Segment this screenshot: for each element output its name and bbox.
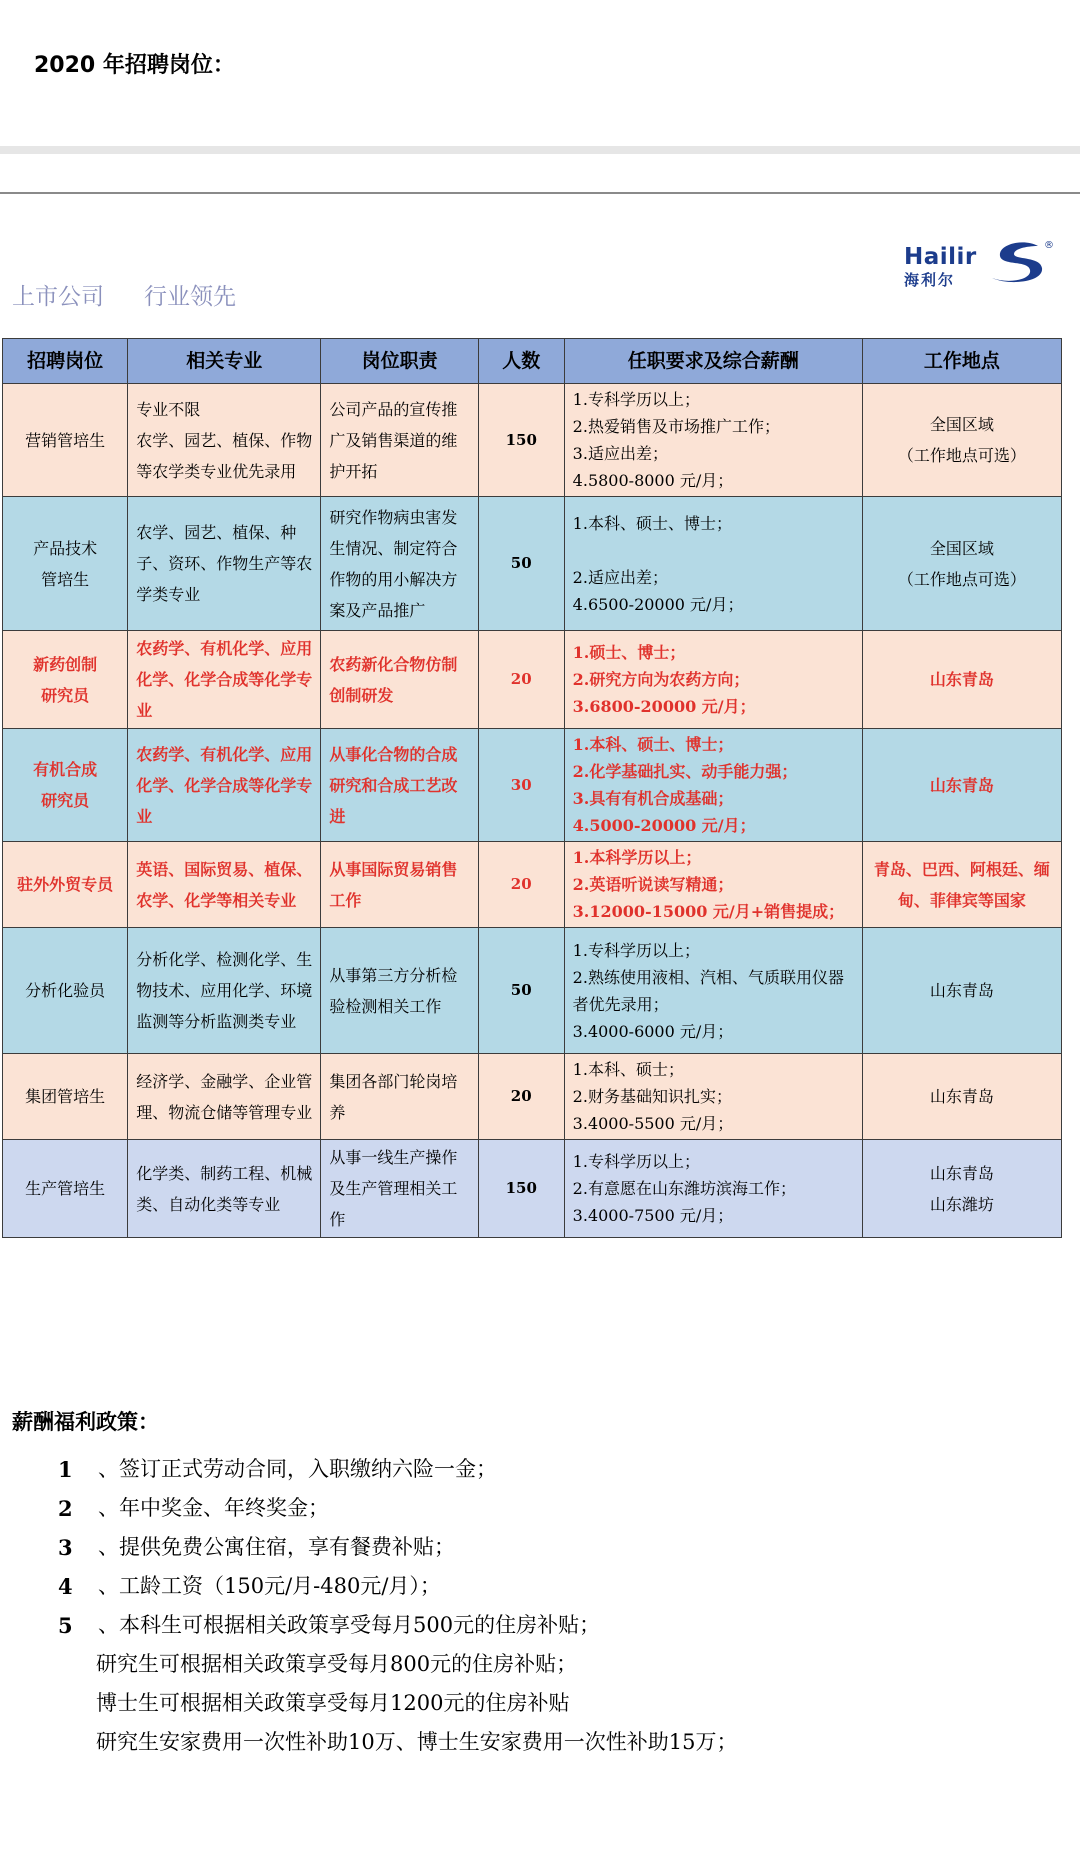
cell-major: 农药学、有机化学、应用化学、化学合成等化学专业 bbox=[128, 631, 321, 729]
logo-brand-zh: 海利尔 bbox=[904, 271, 956, 289]
page-title: 2020 年招聘岗位： bbox=[34, 53, 235, 78]
benefit-number: 4 bbox=[58, 1574, 73, 1599]
cell-requirements bbox=[564, 384, 862, 497]
cell-requirements bbox=[564, 729, 862, 842]
benefit-text: 、工龄工资（150元/月-480元/月）； bbox=[98, 1574, 441, 1598]
requirement-line: 2.英语听说读写精通； bbox=[572, 875, 734, 894]
header-location: 工作地点 bbox=[862, 339, 1061, 384]
benefit-item bbox=[12, 1606, 737, 1645]
requirement-line: 4.5000-20000 元/月； bbox=[572, 816, 756, 835]
cell-count: 150 bbox=[478, 384, 564, 497]
cell-requirements bbox=[564, 928, 862, 1054]
header-count: 人数 bbox=[478, 339, 564, 384]
table-header-row bbox=[3, 339, 1062, 384]
cell-position: 集团管培生 bbox=[3, 1054, 128, 1140]
benefits-section bbox=[12, 1406, 737, 1762]
requirement-line: 1.硕士、博士； bbox=[572, 643, 686, 662]
cell-count: 50 bbox=[478, 928, 564, 1054]
cell-count: 20 bbox=[478, 631, 564, 729]
benefit-text: 、年中奖金、年终奖金； bbox=[98, 1496, 329, 1520]
divider-line bbox=[0, 192, 1080, 194]
cell-location: 山东青岛 bbox=[862, 928, 1061, 1054]
slogan-listed: 上市公司 bbox=[12, 284, 104, 310]
cell-major: 农学、园艺、植保、种子、资环、作物生产等农学类专业 bbox=[128, 497, 321, 631]
cell-duty: 集团各部门轮岗培养 bbox=[321, 1054, 478, 1140]
benefit-item bbox=[12, 1450, 737, 1489]
cell-requirements bbox=[564, 842, 862, 928]
cell-major: 专业不限 农学、园艺、植保、作物等农学类专业优先录用 bbox=[128, 384, 321, 497]
cell-duty: 从事化合物的合成研究和合成工艺改进 bbox=[321, 729, 478, 842]
cell-location: 全国区域 （工作地点可选） bbox=[862, 384, 1061, 497]
requirement-line: 2.熟练使用液相、汽相、气质联用仪器者优先录用； bbox=[572, 967, 844, 1014]
benefit-number: 3 bbox=[58, 1535, 73, 1560]
cell-duty: 从事第三方分析检验检测相关工作 bbox=[321, 928, 478, 1054]
cell-major: 分析化学、检测化学、生物技术、应用化学、环境监测等分析监测类专业 bbox=[128, 928, 321, 1054]
benefit-text: 、签订正式劳动合同，入职缴纳六险一金； bbox=[98, 1457, 497, 1481]
cell-count: 30 bbox=[478, 729, 564, 842]
cell-count: 20 bbox=[478, 1054, 564, 1140]
benefit-text: 、本科生可根据相关政策享受每月500元的住房补贴； bbox=[98, 1613, 601, 1637]
cell-major: 化学类、制药工程、机械类、自动化类等专业 bbox=[128, 1140, 321, 1238]
cell-position: 产品技术 管培生 bbox=[3, 497, 128, 631]
header-duty: 岗位职责 bbox=[321, 339, 478, 384]
requirement-line: 1.本科、硕士、博士； bbox=[572, 513, 732, 533]
divider-band bbox=[0, 146, 1080, 154]
table-row bbox=[3, 1140, 1062, 1238]
cell-requirements bbox=[564, 1140, 862, 1238]
cell-location: 山东青岛 bbox=[862, 1054, 1061, 1140]
benefit-number: 1 bbox=[58, 1457, 73, 1482]
cell-position: 驻外外贸专员 bbox=[3, 842, 128, 928]
benefit-number: 5 bbox=[58, 1613, 73, 1638]
requirement-line: 2.有意愿在山东潍坊滨海工作； bbox=[572, 1179, 796, 1198]
cell-location: 山东青岛 bbox=[862, 729, 1061, 842]
requirement-line: 3.4000-6000 元/月； bbox=[572, 1021, 734, 1041]
table-row bbox=[3, 729, 1062, 842]
requirement-line: 4.6500-20000 元/月； bbox=[572, 594, 744, 614]
logo-brand-en: Hailir bbox=[904, 244, 977, 270]
header-major: 相关专业 bbox=[128, 339, 321, 384]
cell-position: 有机合成 研究员 bbox=[3, 729, 128, 842]
requirement-line: 1.本科、硕士； bbox=[572, 1060, 684, 1079]
cell-count: 50 bbox=[478, 497, 564, 631]
benefit-subitem: 博士生可根据相关政策享受每月1200元的住房补贴 bbox=[96, 1691, 570, 1715]
cell-location: 全国区域 （工作地点可选） bbox=[862, 497, 1061, 631]
table-row bbox=[3, 497, 1062, 631]
logo-swoosh-icon bbox=[988, 240, 1048, 286]
requirement-line: 1.本科学历以上； bbox=[572, 848, 702, 867]
requirement-line: 2.财务基础知识扎实； bbox=[572, 1087, 732, 1106]
cell-requirements bbox=[564, 631, 862, 729]
header-position: 招聘岗位 bbox=[3, 339, 128, 384]
table-row bbox=[3, 384, 1062, 497]
cell-position: 新药创制 研究员 bbox=[3, 631, 128, 729]
table-row bbox=[3, 1054, 1062, 1140]
cell-count: 20 bbox=[478, 842, 564, 928]
slogan-leading: 行业领先 bbox=[144, 284, 236, 310]
requirement-line: 1.专科学历以上； bbox=[572, 390, 700, 409]
table-row bbox=[3, 928, 1062, 1054]
requirement-line: 1.本科、硕士、博士； bbox=[572, 735, 734, 754]
requirement-line: 3.6800-20000 元/月； bbox=[572, 697, 756, 716]
requirement-line: 4.5800-8000 元/月； bbox=[572, 471, 734, 490]
table-row bbox=[3, 631, 1062, 729]
cell-location: 山东青岛 bbox=[862, 631, 1061, 729]
header-requirements: 任职要求及综合薪酬 bbox=[564, 339, 862, 384]
requirement-line: 3.4000-5500 元/月； bbox=[572, 1114, 734, 1133]
requirement-line: 1.专科学历以上； bbox=[572, 1152, 700, 1171]
benefit-item bbox=[12, 1567, 737, 1606]
requirement-line: 2.研究方向为农药方向； bbox=[572, 670, 750, 689]
benefit-subitem: 研究生安家费用一次性补助10万、博士生安家费用一次性补助15万； bbox=[96, 1730, 738, 1754]
cell-count: 150 bbox=[478, 1140, 564, 1238]
cell-requirements bbox=[564, 1054, 862, 1140]
company-logo bbox=[900, 240, 1060, 292]
requirement-line: 3.适应出差； bbox=[572, 444, 668, 463]
cell-major: 英语、国际贸易、植保、农学、化学等相关专业 bbox=[128, 842, 321, 928]
cell-position: 生产管培生 bbox=[3, 1140, 128, 1238]
cell-duty: 从事国际贸易销售工作 bbox=[321, 842, 478, 928]
cell-location: 山东青岛 山东潍坊 bbox=[862, 1140, 1061, 1238]
requirement-line bbox=[573, 537, 854, 564]
cell-position: 营销管培生 bbox=[3, 384, 128, 497]
requirement-line: 2.化学基础扎实、动手能力强； bbox=[572, 762, 798, 781]
requirement-line: 3.具有有机合成基础； bbox=[572, 789, 734, 808]
benefit-number: 2 bbox=[58, 1496, 73, 1521]
requirement-line: 1.专科学历以上； bbox=[572, 940, 700, 960]
benefit-text: 、提供免费公寓住宿，享有餐费补贴； bbox=[98, 1535, 455, 1559]
requirement-line: 3.12000-15000 元/月+销售提成； bbox=[572, 902, 845, 921]
cell-requirements bbox=[564, 497, 862, 631]
benefit-item bbox=[12, 1489, 737, 1528]
requirement-line: 2.适应出差； bbox=[572, 567, 668, 587]
requirement-line: 2.热爱销售及市场推广工作； bbox=[572, 417, 780, 436]
cell-position: 分析化验员 bbox=[3, 928, 128, 1054]
cell-major: 农药学、有机化学、应用化学、化学合成等化学专业 bbox=[128, 729, 321, 842]
cell-location: 青岛、巴西、阿根廷、缅甸、菲律宾等国家 bbox=[862, 842, 1061, 928]
benefit-item bbox=[12, 1528, 737, 1567]
cell-duty: 农药新化合物仿制创制研发 bbox=[321, 631, 478, 729]
job-table bbox=[2, 338, 1062, 1238]
cell-duty: 从事一线生产操作及生产管理相关工作 bbox=[321, 1140, 478, 1238]
cell-duty: 研究作物病虫害发生情况、制定符合作物的用小解决方案及产品推广 bbox=[321, 497, 478, 631]
cell-duty: 公司产品的宣传推广及销售渠道的维护开拓 bbox=[321, 384, 478, 497]
table-row bbox=[3, 842, 1062, 928]
cell-major: 经济学、金融学、企业管理、物流仓储等管理专业 bbox=[128, 1054, 321, 1140]
requirement-line: 3.4000-7500 元/月； bbox=[572, 1206, 734, 1225]
benefit-subitem: 研究生可根据相关政策享受每月800元的住房补贴； bbox=[96, 1652, 578, 1676]
benefits-title: 薪酬福利政策： bbox=[12, 1409, 159, 1434]
logo-registered: ® bbox=[1044, 240, 1054, 251]
